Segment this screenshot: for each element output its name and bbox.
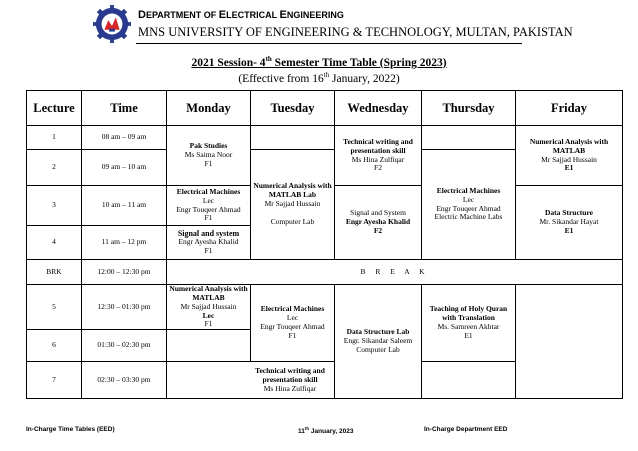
empty-cell — [516, 285, 623, 399]
break-row — [27, 260, 623, 285]
lecture-number: 7 — [27, 362, 82, 399]
empty-cell — [422, 126, 516, 150]
empty-cell — [167, 330, 251, 362]
lecture-number: 1 — [27, 126, 82, 150]
footer-right: In-Charge Department EED — [424, 426, 508, 433]
time-slot: 12:00 – 12:30 pm — [82, 260, 167, 285]
class-cell: Technical writing and presentation skill Ms Hina Zulfiqar — [167, 362, 335, 399]
col-header: Tuesday — [251, 91, 335, 126]
empty-cell — [422, 362, 516, 399]
col-header: Lecture — [27, 91, 82, 126]
class-cell: Electrical Machines Lec Engr Touqeer Ahmad Electric Machine Labs — [422, 150, 516, 260]
timetable — [26, 90, 623, 399]
time-slot: 10 am – 11 am — [82, 186, 167, 226]
time-slot: 01:30 – 02:30 pm — [82, 330, 167, 362]
table-row — [27, 126, 623, 150]
class-cell: Data Structure Lab Engr. Sikandar Saleem Computer Lab — [335, 285, 422, 399]
time-slot: 11 am – 12 pm — [82, 226, 167, 260]
lecture-number: 5 — [27, 285, 82, 330]
class-cell: Signal and system Engr Ayesha Khalid F1 — [167, 226, 251, 260]
class-cell: Numerical Analysis with MATLAB Mr Sajjad Hussain Lec F1 — [167, 285, 251, 330]
col-header: Monday — [167, 91, 251, 126]
class-cell: Numerical Analysis with MATLAB Mr Sajjad Hussain E1 — [516, 126, 623, 186]
header-row — [27, 91, 623, 126]
header-divider — [136, 43, 522, 44]
time-slot: 08 am – 09 am — [82, 126, 167, 150]
col-header: Friday — [516, 91, 623, 126]
lecture-number: 2 — [27, 150, 82, 186]
class-cell: Data Structure Mr. Sikandar Hayat E1 — [516, 186, 623, 260]
class-cell: Numerical Analysis with MATLAB Lab Mr Sajjad Hussain Computer Lab — [251, 150, 335, 260]
col-header: Time — [82, 91, 167, 126]
table-row — [27, 285, 623, 330]
col-header: Thursday — [422, 91, 516, 126]
session-title: 2021 Session- 4th Semester Time Table (Spring 2023) — [191, 55, 447, 69]
class-cell: Pak Studies Ms Saima Noor F1 — [167, 126, 251, 186]
time-slot: 02:30 – 03:30 pm — [82, 362, 167, 399]
lecture-number: BRK — [27, 260, 82, 285]
empty-cell — [251, 126, 335, 150]
lecture-number: 6 — [27, 330, 82, 362]
lecture-number: 3 — [27, 186, 82, 226]
class-cell: Teaching of Holy Quran with Translation Ms. Samreen Akhtar E1 — [422, 285, 516, 362]
break-label: B R E A K — [167, 260, 623, 285]
class-cell: Technical writing and presentation skill Ms Hina Zulfiqar F2 — [335, 126, 422, 186]
page-header — [0, 0, 638, 50]
effective-date: (Effective from 16th January, 2022) — [238, 71, 400, 85]
time-slot: 09 am – 10 am — [82, 150, 167, 186]
class-cell: Electrical Machines Lec Engr Touqeer Ahmad F1 — [251, 285, 335, 362]
class-cell: Electrical Machines Lec Engr Touqeer Ahmad F1 — [167, 186, 251, 226]
class-cell: Signal and System Engr Ayesha Khalid F2 — [335, 186, 422, 260]
university-name: MNS UNIVERSITY OF ENGINEERING & TECHNOLOGY, MULTAN, PAKISTAN — [138, 25, 573, 39]
lecture-number: 4 — [27, 226, 82, 260]
time-slot: 12:30 – 01:30 pm — [82, 285, 167, 330]
university-logo-icon — [93, 4, 131, 44]
col-header: Wednesday — [335, 91, 422, 126]
department-name: DEPARTMENT OF ELECTRICAL ENGINEERING — [138, 9, 344, 21]
footer-date: 11th January, 2023 — [298, 426, 354, 436]
footer-left: In-Charge Time Tables (EED) — [26, 426, 115, 433]
